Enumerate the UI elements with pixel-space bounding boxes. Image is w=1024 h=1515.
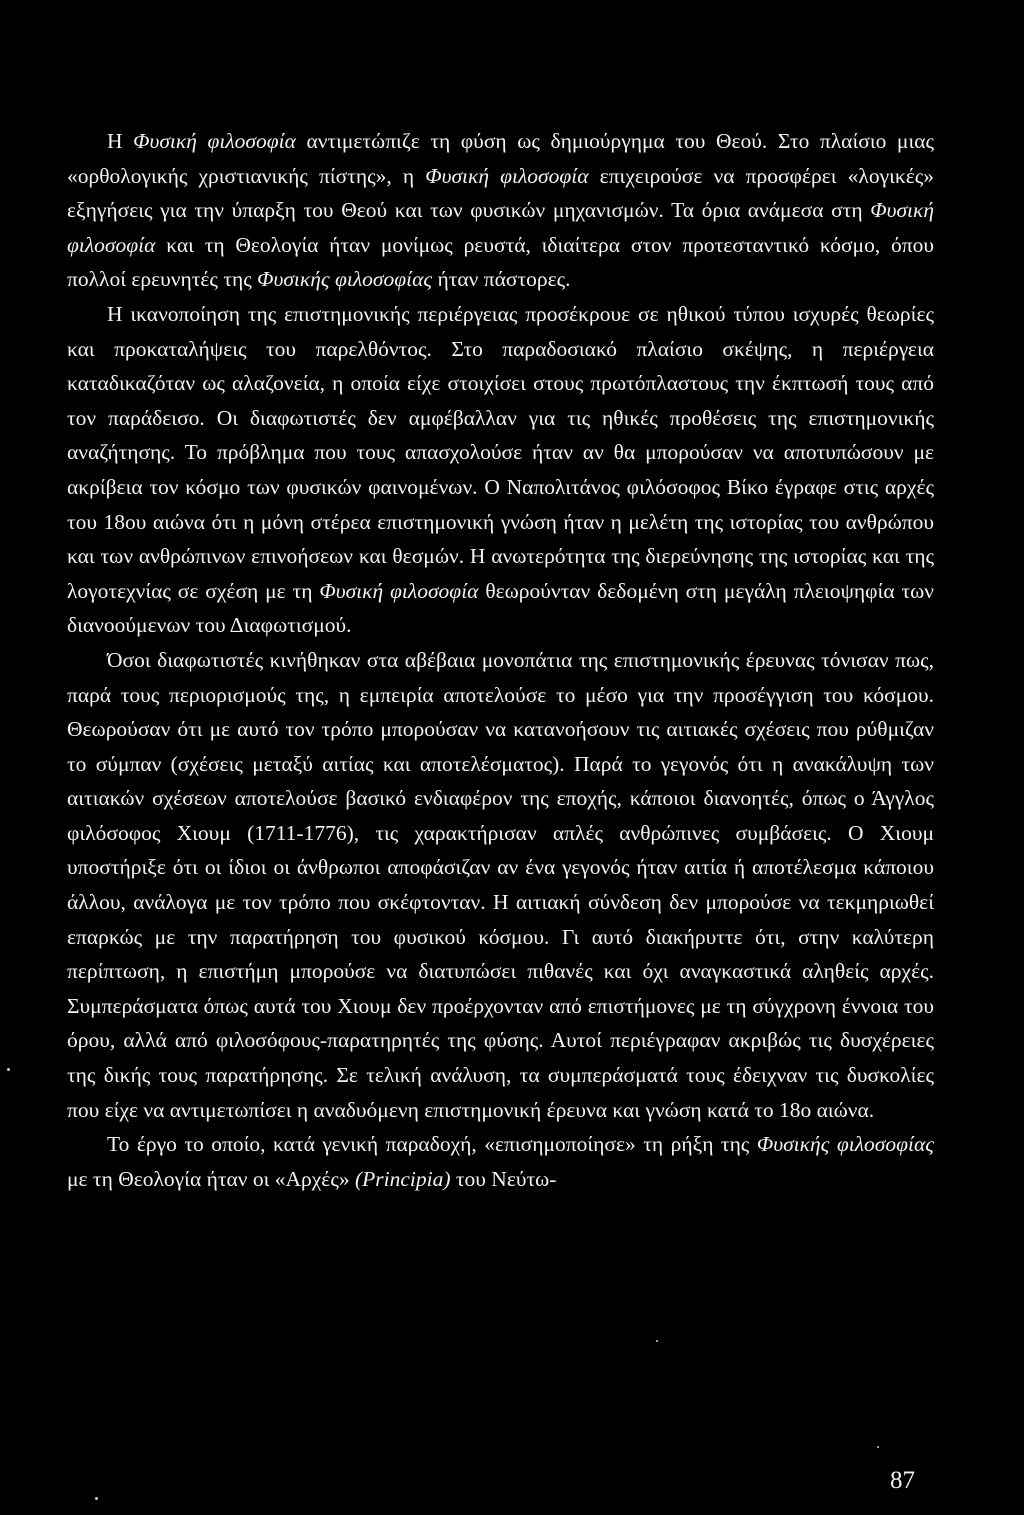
scan-speck xyxy=(7,1068,10,1071)
page-number: 87 xyxy=(890,1467,915,1494)
italic-term: Φυσικής φιλοσοφίας xyxy=(756,1132,935,1157)
text-segment: Η xyxy=(107,129,134,153)
paragraph-principia xyxy=(67,1127,934,1196)
text-segment: επιχειρούσε να προσφέρει «λογικές» εξηγήσεις για την ύπαρξη του Θεού και των φυσικών μηχανισμών. Τα όρια ανάμεσα στη xyxy=(67,163,934,223)
italic-title: (Principia) xyxy=(354,1166,451,1191)
scan-speck xyxy=(877,1446,879,1448)
italic-term: Φυσική φιλοσοφία xyxy=(133,129,296,153)
text-segment: ήταν πάστορες. xyxy=(432,267,571,292)
text-segment: αντιμετώπιζε τη φύση ως δημιούργημα του Θεού. Στο πλαίσιο μιας «ορθολογικής χριστιανικής πίστης», η xyxy=(67,129,935,188)
paragraph-causal-relations xyxy=(67,643,934,1127)
scan-speck xyxy=(95,1497,98,1500)
text-segment: Το έργο το οποίο, κατά γενική παραδοχή, «επισημοποίησε» τη ρήξη της xyxy=(107,1132,757,1157)
paragraph-scientific-curiosity xyxy=(67,297,934,643)
text-segment: Η ικανοποίηση της επιστημονικής περιέργειας προσέκρουε σε ηθικού τύπου ισχυρές θεωρίες και προκαταλήψεις του παρελθόντος. Στο παραδοσιακό πλαίσιο σκέψης, η περιέργεια καταδικαζόταν ως αλαζονεία, η οποία είχε στοιχίσει στους πρωτόπλαστους την έκπτωσή τους από τον παράδεισο. Οι διαφωτιστές δεν αμφέβαλλαν για τις ηθικές προθέσεις της επιστημονικής αναζήτησης. Το πρόβλημα που τους απασχολούσε ήταν αν θα μπορούσαν να αποτυπώσουν με ακρίβεια τον κόσμο των φυσικών φαινομένων. Ο Ναπολιτάνος φιλόσοφος Βίκο έγραφε στις αρχές του 18ου αιώνα ότι η μόνη στέρεα επιστημονική γνώση ήταν η μελέτη της ιστορίας του ανθρώπου και των ανθρώπινων επινοήσεων και θεσμών. Η ανωτερότητα της διερεύνησης της ιστορίας και της λογοτεχνίας σε σχέση με τη xyxy=(67,301,934,603)
italic-term: Φυσική φιλοσοφία xyxy=(67,198,934,257)
italic-term: Φυσικής φιλοσοφίας xyxy=(257,267,433,292)
scan-speck xyxy=(656,1340,658,1342)
book-page-body xyxy=(67,124,934,1196)
text-segment: του Νεύτω- xyxy=(450,1166,557,1191)
paragraph-natural-philosophy xyxy=(67,124,934,297)
text-segment: και τη Θεολογία ήταν μονίμως ρευστά, ιδιαίτερα στον προτεσταντικό κόσμο, όπου πολλοί ερευνητές της xyxy=(67,232,934,292)
italic-term: Φυσική φιλοσοφία xyxy=(425,163,589,188)
text-segment: Όσοι διαφωτιστές κινήθηκαν στα αβέβαια μονοπάτια της επιστημονικής έρευνας τόνισαν πως, παρά τους περιορισμούς της, η εμπειρία αποτελούσε το μέσο για την προσέγγιση του κόσμου. Θεωρούσαν ότι με αυτό τον τρόπο μπορούσαν να κατανοήσουν τις αιτιακές σχέσεις που ρύθμιζαν το σύμπαν (σχέσεις μεταξύ αιτίας και αποτελέσματος). Παρά το γεγονός ότι η ανακάλυψη των αιτιακών σχέσεων αποτελούσε βασικό ενδιαφέρον της εποχής, κάποιοι διανοητές, όπως ο Άγγλος φιλόσοφος Χιουμ (1711-1776), τις χαρακτήρισαν απλές ανθρώπινες συμβάσεις. Ο Χιουμ υποστήριξε ότι οι ίδιοι οι άνθρωποι αποφάσιζαν αν ένα γεγονός ήταν αιτία ή αποτέλεσμα κάποιου άλλου, ανάλογα με τον τρόπο που σκέφτονταν. Η αιτιακή σύνδεση δεν μπορούσε να τεκμηριωθεί επαρκώς με την παρατήρηση του φυσικού κόσμου. Γι αυτό διακήρυττε ότι, στην καλύτερη περίπτωση, η επιστήμη μπορούσε να διατυπώσει πιθανές και όχι αναγκαστικά αληθείς αρχές. Συμπεράσματα όπως αυτά του Χιουμ δεν προέρχονταν από επιστήμονες με τη σύγχρονη έννοια του όρου, αλλά από φιλοσόφους-παρατηρητές της φύσης. Αυτοί περιέγραφαν ακριβώς τις δυσχέρειες της δικής τους παρατήρησης. Σε τελική ανάλυση, τα συμπεράσματά τους έδειχναν τις δυσκολίες που είχε να αντιμετωπίσει η αναδυόμενη επιστημονική έρευνα και γνώση κατά το 18ο αιώνα. xyxy=(67,647,934,1122)
text-segment: με τη Θεολογία ήταν οι «Αρχές» xyxy=(67,1166,355,1191)
italic-term: Φυσική φιλοσοφία xyxy=(319,578,479,603)
text-segment: θεωρούνταν δεδομένη στη μεγάλη πλειοψηφία των διανοούμενων του Διαφωτισμού. xyxy=(67,578,934,638)
